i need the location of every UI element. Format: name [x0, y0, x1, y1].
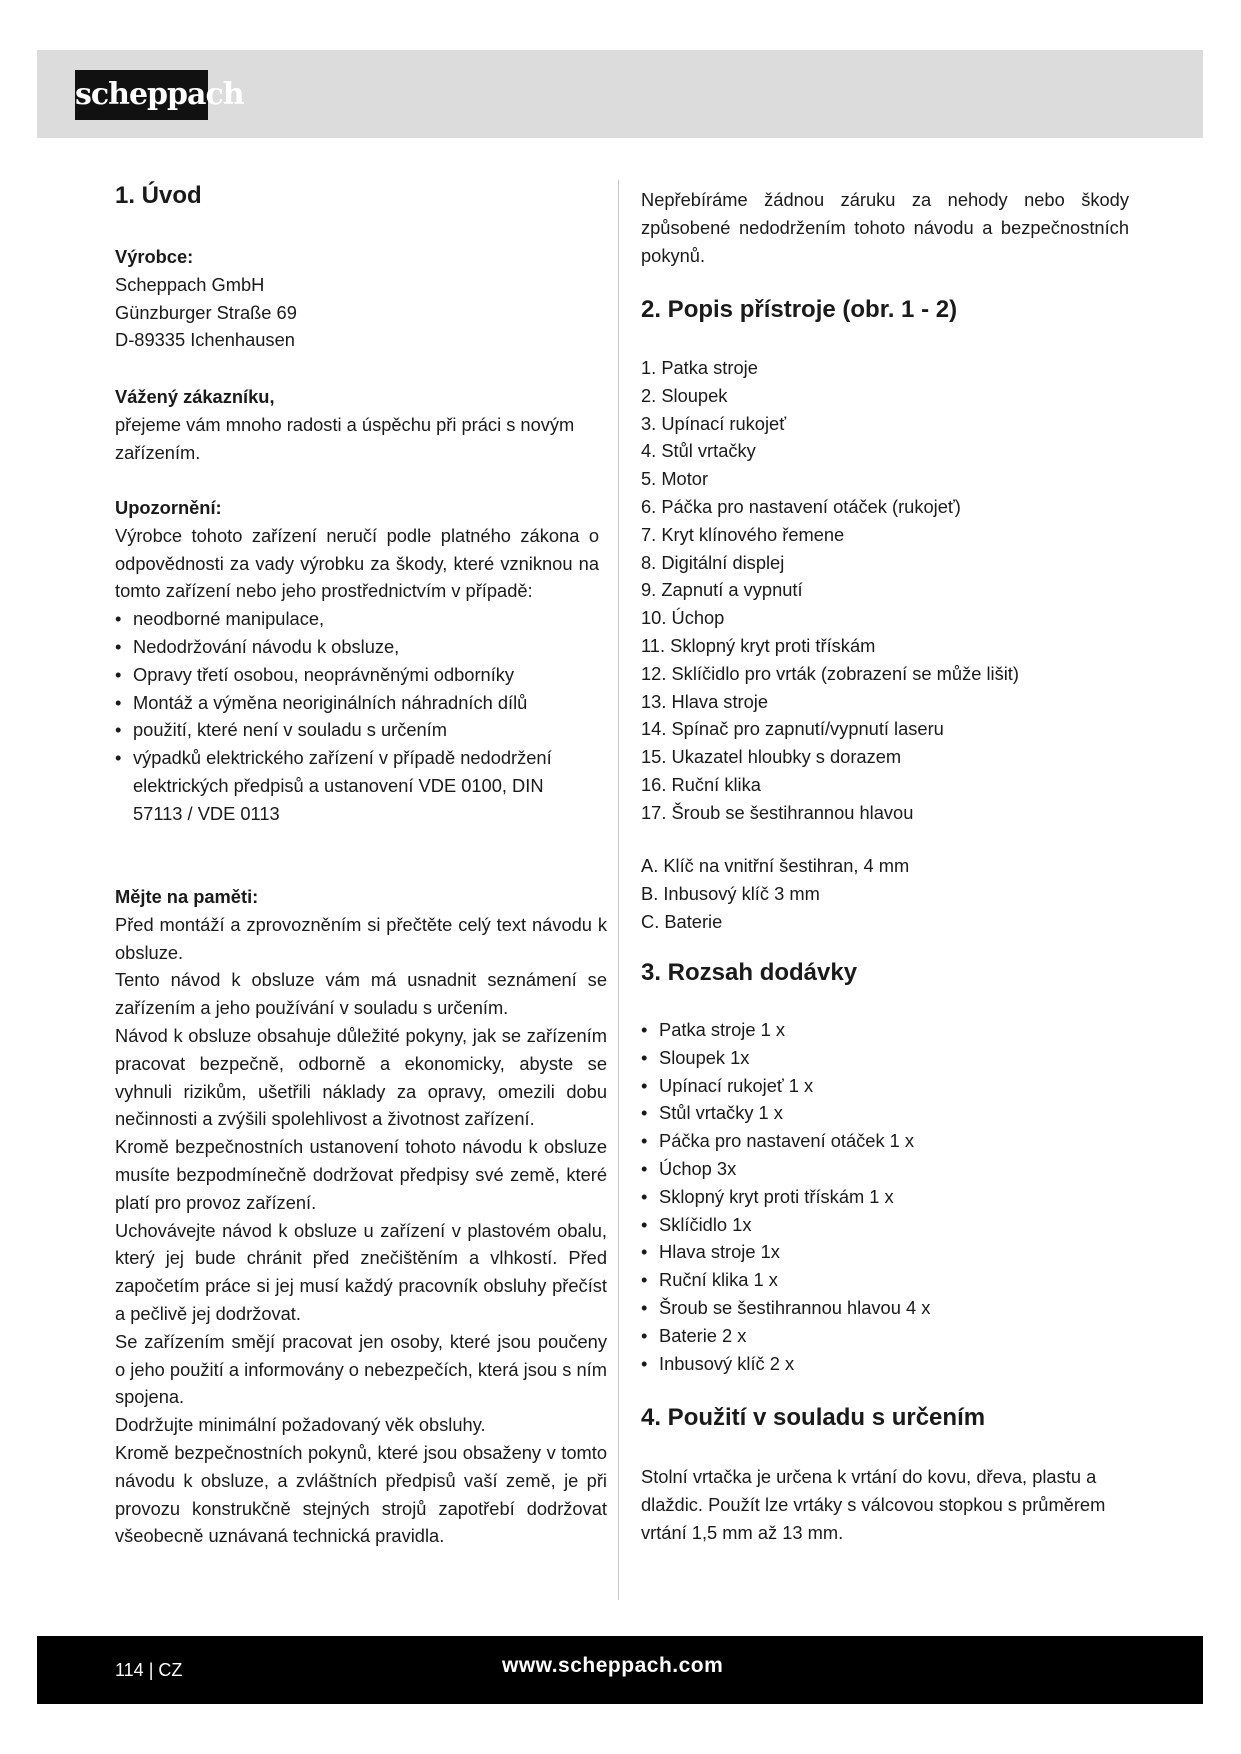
list-item: • Stůl vrtačky 1 x	[641, 1099, 1131, 1127]
list-item: 11. Sklopný kryt proti třískám	[641, 634, 876, 656]
section-2-heading: 2. Popis přístroje (obr. 1 - 2)	[641, 296, 958, 323]
list-item: • Sklíčidlo 1x	[641, 1211, 1131, 1239]
notice-block	[115, 494, 599, 828]
list-item: 7. Kryt klínového řemene	[641, 523, 845, 545]
list-item: 2. Sloupek	[641, 384, 728, 406]
notice-list	[115, 605, 585, 827]
list-item: B. Inbusový klíč 3 mm	[641, 882, 820, 904]
list-item: 14. Spínač pro zapnutí/vypnutí laseru	[641, 718, 944, 740]
manufacturer-label: Výrobce:	[115, 246, 194, 267]
dear-customer-label: Vážený zákazníku,	[115, 386, 275, 407]
list-item: 4. Stůl vrtačky	[641, 440, 756, 462]
list-item: 16. Ruční klika	[641, 773, 761, 795]
parts-list	[641, 354, 1131, 827]
list-item: • Sloupek 1x	[641, 1044, 1131, 1072]
list-item: 9. Zapnutí a vypnutí	[641, 579, 803, 601]
dear-customer-block	[115, 383, 585, 466]
warranty-note: Nepřebíráme žádnou záruku za nehody nebo škody způsobené nedodržením tohoto návodu a bezpečnostních pokynů.	[641, 189, 1129, 266]
manufacturer-block	[115, 243, 607, 354]
list-item: • použití, které není v souladu s určením	[115, 716, 585, 744]
page-number: 114 | CZ	[115, 1660, 183, 1680]
manufacturer-line: D-89335 Ichenhausen	[115, 329, 295, 351]
list-item: A. Klíč na vnitřní šestihran, 4 mm	[641, 855, 910, 876]
list-item: • Úchop 3x	[641, 1155, 1131, 1183]
remember-paragraph: Se zařízením smějí pracovat jen osoby, které jsou poučeny o jeho použití a informovány o nebezpečích, která jsou s ním spojena.	[115, 1330, 607, 1408]
remember-paragraph: Kromě bezpečnostních pokynů, které jsou obsaženy v tomto návodu k obsluze, a zvláštních předpisů vaší země, je při provozu konstrukčně stejných strojů zapotřebí dodržovat všeobecně uznávaná technická pravidla.	[115, 1441, 607, 1547]
list-item: • Nedodržování návodu k obsluze,	[115, 633, 585, 661]
list-item: • Opravy třetí osobou, neoprávněnými odborníky	[115, 661, 585, 689]
list-item: • Upínací rukojeť 1 x	[641, 1072, 1131, 1100]
list-item: 10. Úchop	[641, 607, 725, 629]
remember-paragraph: Před montáží a zprovozněním si přečtěte celý text návodu k obsluze.	[115, 913, 607, 963]
section-3-heading: 3. Rozsah dodávky	[641, 959, 858, 986]
dear-customer-text: přejeme vám mnoho radosti a úspěchu při práci s novým zařízením.	[115, 413, 575, 463]
website-link[interactable]: www.scheppach.com	[502, 1654, 724, 1677]
remember-block	[115, 883, 607, 1550]
notice-text: Výrobce tohoto zařízení neručí podle platného zákona o odpovědnosti za vady výrobku za škody, které vzniknou na tomto zařízení nebo jeho prostřednictvím v případě:	[115, 524, 599, 602]
manufacturer-line: Günzburger Straße 69	[115, 301, 297, 323]
list-item: 13. Hlava stroje	[641, 690, 769, 712]
remember-paragraph: Uchovávejte návod k obsluze u zařízení v plastovém obalu, který jej bude chránit před znečištěním a vlhkostí. Před započetím práce si jej musí každý pracovník obsluhy přečíst a pečlivě jej dodržovat.	[115, 1219, 607, 1324]
list-item: • Montáž a výměna neoriginálních náhradních dílů	[115, 689, 585, 717]
list-item: 15. Ukazatel hloubky s dorazem	[641, 746, 902, 768]
column-divider	[618, 180, 619, 1600]
list-item: 1. Patka stroje	[641, 357, 758, 378]
footer-bar	[37, 1636, 1203, 1704]
list-item: C. Baterie	[641, 910, 723, 932]
list-item: • Patka stroje 1 x	[641, 1016, 1131, 1044]
list-item: 6. Páčka pro nastavení otáček (rukojeť)	[641, 495, 961, 517]
list-item: 3. Upínací rukojeť	[641, 412, 787, 434]
remember-paragraph: Dodržujte minimální požadovaný věk obsluhy.	[115, 1414, 486, 1436]
list-item: • Inbusový klíč 2 x	[641, 1350, 1131, 1378]
usage-text: Stolní vrtačka je určena k vrtání do kovu, dřeva, plastu a dlaždic. Použít lze vrtáky s válcovou stopkou s průměrem vrtání 1,5 mm až 13 mm.	[641, 1466, 1106, 1543]
remember-paragraph: Kromě bezpečnostních ustanovení tohoto návodu k obsluze musíte bezpodmínečně dodržovat předpisy své země, které platí pro provoz zařízení.	[115, 1136, 607, 1213]
list-item: • Páčka pro nastavení otáček 1 x	[641, 1127, 1131, 1155]
list-item: • Šroub se šestihrannou hlavou 4 x	[641, 1294, 1131, 1322]
remember-label: Mějte na paměti:	[115, 886, 259, 907]
remember-paragraph: Tento návod k obsluze vám má usnadnit seznámení se zařízením a jeho používání v souladu s určením.	[115, 969, 607, 1019]
manufacturer-line: Scheppach GmbH	[115, 273, 265, 295]
list-item: • neodborné manipulace,	[115, 605, 585, 633]
list-item: • Hlava stroje 1x	[641, 1238, 1131, 1266]
list-item: 8. Digitální displej	[641, 551, 785, 573]
scheppach-logo: scheppach	[75, 70, 208, 120]
list-item: • Ruční klika 1 x	[641, 1266, 1131, 1294]
accessories-list	[641, 852, 1131, 935]
notice-label: Upozornění:	[115, 497, 222, 518]
list-item: 5. Motor	[641, 468, 709, 490]
list-item: 12. Sklíčidlo pro vrták (zobrazení se může lišit)	[641, 662, 1019, 684]
list-item: • Baterie 2 x	[641, 1322, 1131, 1350]
section-4-heading: 4. Použití v souladu s určením	[641, 1404, 986, 1431]
list-item: 17. Šroub se šestihrannou hlavou	[641, 801, 914, 823]
section-1-heading: 1. Úvod	[115, 182, 202, 209]
list-item: • výpadků elektrického zařízení v případě nedodržení elektrických předpisů a ustanovení VDE 0100, DIN 57113 / VDE 0113	[115, 744, 585, 827]
list-item: • Sklopný kryt proti třískám 1 x	[641, 1183, 1131, 1211]
scope-list	[641, 1016, 1131, 1377]
remember-paragraph: Návod k obsluze obsahuje důležité pokyny, jak se zařízením pracovat bezpečně, odborně a ekonomicky, abyste se vyhnuli rizikům, ušetřili náklady za opravy, omezili dobu nečinnosti a zvýšili spolehlivost a životnost zařízení.	[115, 1024, 607, 1130]
